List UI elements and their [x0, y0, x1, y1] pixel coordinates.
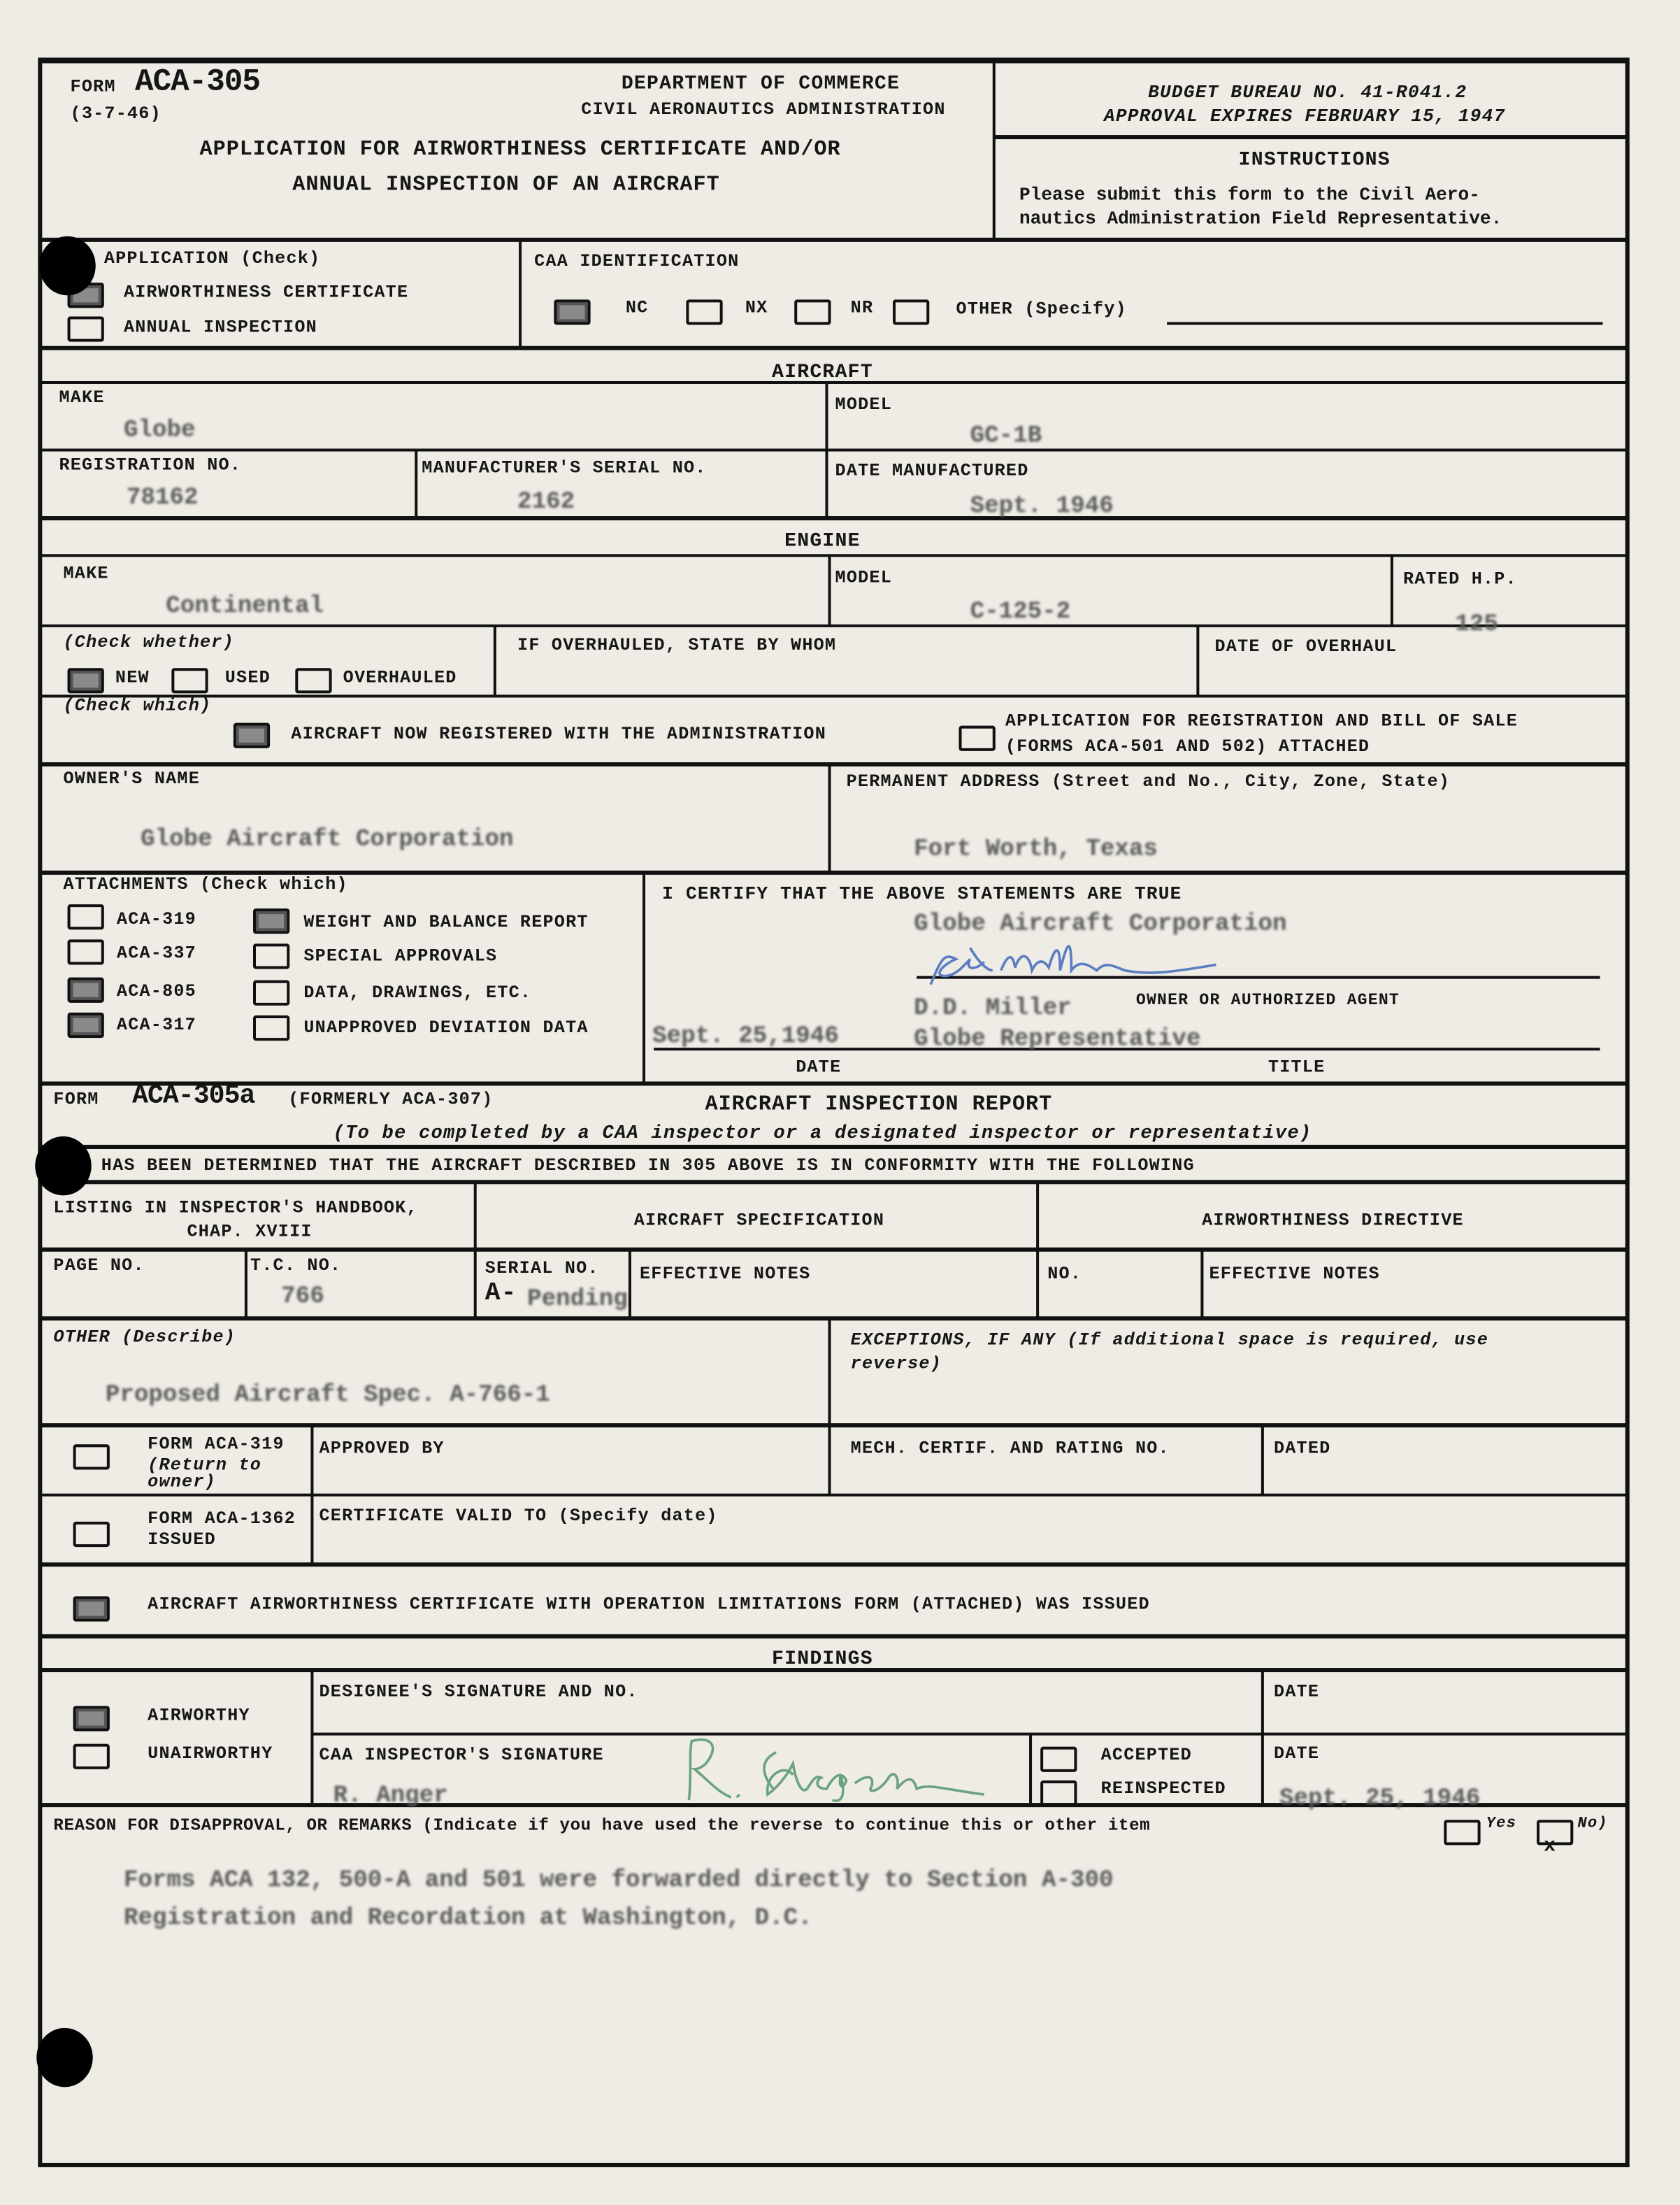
instructions-text: nautics Administration Field Representative.: [1019, 208, 1502, 229]
tc-value: 766: [281, 1284, 324, 1311]
findings-heading: FINDINGS: [772, 1648, 873, 1671]
aircraft-make-value: Globe: [123, 418, 196, 445]
serial-prefix: A-: [484, 1280, 517, 1308]
form-number: ACA-305a: [132, 1080, 255, 1111]
attachment-checkbox[interactable]: [253, 908, 289, 934]
field-label: OTHER (Describe): [53, 1327, 236, 1348]
remarks-label: [53, 1815, 1150, 1835]
attachment-checkbox[interactable]: [68, 904, 104, 929]
reverse-yes-checkbox[interactable]: [1444, 1820, 1480, 1845]
checkbox-label: NX: [745, 298, 768, 318]
field-label: TITLE: [1268, 1057, 1326, 1078]
field-label: MAKE: [59, 388, 105, 408]
field-label: DESIGNEE'S SIGNATURE AND NO.: [319, 1682, 638, 1702]
aircraft-registered-checkbox[interactable]: [234, 723, 270, 748]
field-label: (Check whether): [63, 632, 234, 653]
checkbox-label: owner): [148, 1472, 216, 1492]
field-label: LISTING IN INSPECTOR'S HANDBOOK,: [53, 1198, 418, 1218]
address-label: PERMANENT ADDRESS (Street and No., City, Zone, State): [846, 772, 1451, 792]
signer-name: D.D. Miller: [914, 995, 1072, 1022]
used-checkbox[interactable]: [171, 668, 208, 693]
checkbox-label: OTHER (Specify): [956, 299, 1127, 320]
unairworthy-checkbox[interactable]: [73, 1744, 110, 1769]
other-checkbox[interactable]: [893, 299, 929, 324]
checkbox-label: SPECIAL APPROVALS: [303, 946, 498, 966]
instructions-text: Please submit this form to the Civil Aero-: [1019, 184, 1480, 206]
form-date: (3-7-46): [70, 104, 161, 124]
checkbox-label: DATA, DRAWINGS, ETC.: [303, 983, 532, 1003]
agency: CIVIL AERONAUTICS ADMINISTRATION: [581, 99, 946, 120]
field-label: IF OVERHAULED, STATE BY WHOM: [517, 635, 837, 656]
field-label: CAA INSPECTOR'S SIGNATURE: [319, 1745, 604, 1765]
other-specify-field[interactable]: [1167, 322, 1602, 325]
checkbox-label: UNAIRWORTHY: [148, 1743, 273, 1764]
engine-make-value: Continental: [166, 593, 324, 620]
checkbox-label: FORM ACA-1362: [148, 1508, 296, 1529]
registration-value: 78162: [126, 485, 199, 513]
certify-company: Globe Aircraft Corporation: [914, 911, 1287, 939]
reinspected-checkbox[interactable]: [1040, 1781, 1077, 1806]
checkbox-label: ISSUED: [148, 1529, 216, 1550]
spec-serial-value: Pending: [527, 1287, 628, 1314]
field-label: EFFECTIVE NOTES: [640, 1264, 811, 1285]
inspector-signature: [675, 1733, 998, 1806]
field-label: NO.: [1047, 1264, 1082, 1285]
form-number: ACA-305: [135, 64, 260, 100]
field-label: MANUFACTURER'S SERIAL NO.: [422, 458, 707, 478]
application-label: APPLICATION (Check): [103, 248, 321, 269]
punch-hole: [39, 236, 95, 295]
form-label: FORM: [53, 1090, 99, 1110]
aircraft-heading: AIRCRAFT: [772, 361, 873, 385]
field-label: MECH. CERTIF. AND RATING NO.: [850, 1439, 1170, 1459]
accepted-checkbox[interactable]: [1040, 1747, 1077, 1772]
certify-title-value: Globe Representative: [914, 1027, 1201, 1054]
findings-date-value: Sept. 25, 1946: [1279, 1785, 1481, 1813]
attachment-checkbox[interactable]: [253, 943, 289, 969]
nc-checkbox[interactable]: [554, 299, 590, 324]
field-label: (Check which): [63, 696, 212, 716]
field-label: CHAP. XVIII: [187, 1222, 313, 1242]
inspector-name: R. Anger: [333, 1783, 448, 1811]
field-label: MODEL: [835, 568, 893, 588]
date-manufactured-value: Sept. 1946: [970, 493, 1114, 521]
form-title-line2: ANNUAL INSPECTION OF AN AIRCRAFT: [292, 173, 720, 197]
aca-1362-checkbox[interactable]: [73, 1522, 110, 1547]
checkbox-label: NEW: [115, 668, 150, 688]
field-label: RATED H.P.: [1402, 569, 1517, 590]
serial-value: 2162: [517, 489, 575, 517]
field-label: T.C. NO.: [250, 1255, 342, 1276]
field-label: AIRCRAFT SPECIFICATION: [633, 1211, 885, 1231]
attachment-checkbox[interactable]: [253, 1015, 289, 1041]
field-label: DATE: [796, 1057, 842, 1078]
attachment-checkbox[interactable]: [68, 1013, 104, 1038]
registration-application-checkbox[interactable]: [959, 726, 996, 751]
remarks-line: Registration and Recordation at Washington, D.C.: [123, 1905, 812, 1933]
airworthy-checkbox[interactable]: [73, 1706, 110, 1731]
checkbox-label: ACA-337: [116, 943, 196, 964]
owner-name-value: Globe Aircraft Corporation: [141, 827, 514, 854]
annual-inspection-checkbox[interactable]: [68, 316, 104, 341]
overhauled-checkbox[interactable]: [295, 668, 331, 693]
owner-address-value: Fort Worth, Texas: [914, 836, 1158, 864]
checkbox-label: OVERHAULED: [343, 668, 457, 688]
field-label: APPROVED BY: [319, 1439, 445, 1459]
punch-hole: [36, 2028, 92, 2087]
field-label: MODEL: [835, 395, 893, 415]
checkbox-label: NC: [625, 298, 649, 318]
checkbox-label: ACA-317: [116, 1015, 196, 1036]
field-label: DATE: [1273, 1682, 1320, 1702]
checkbox-label: ACCEPTED: [1100, 1745, 1192, 1765]
engine-model-value: C-125-2: [970, 599, 1071, 626]
field-label: EXCEPTIONS, IF ANY (If additional space is required, use: [850, 1330, 1488, 1350]
no-check-mark: x: [1544, 1835, 1557, 1858]
caa-identification-label: CAA IDENTIFICATION: [534, 251, 740, 272]
field-label: SERIAL NO.: [484, 1258, 599, 1278]
field-label: reverse): [850, 1354, 942, 1374]
checkbox-label: ACA-319: [116, 910, 196, 930]
punch-hole: [35, 1136, 91, 1195]
field-label: REGISTRATION NO.: [59, 455, 242, 476]
checkbox-label: (Return to: [148, 1455, 262, 1476]
checkbox-label: APPLICATION FOR REGISTRATION AND BILL OF SALE: [1005, 711, 1518, 732]
field-label: EFFECTIVE NOTES: [1209, 1264, 1380, 1285]
nr-checkbox[interactable]: [794, 299, 831, 324]
field-label: DATE OF OVERHAUL: [1214, 636, 1398, 657]
field-label: CERTIFICATE VALID TO (Specify date): [319, 1506, 718, 1526]
new-checkbox[interactable]: [68, 668, 104, 693]
checkbox-label: Yes: [1486, 1815, 1517, 1833]
form-title-line1: APPLICATION FOR AIRWORTHINESS CERTIFICATE AND/OR: [199, 138, 841, 162]
checkbox-label: AIRCRAFT AIRWORTHINESS CERTIFICATE WITH OPERATION LIMITATIONS FORM (ATTACHED) WAS ISSUED: [148, 1594, 1150, 1615]
checkbox-label: FORM ACA-319: [148, 1434, 285, 1455]
operation-limitations-checkbox[interactable]: [73, 1596, 110, 1621]
approval-expires: APPROVAL EXPIRES FEBRUARY 15, 1947: [1103, 105, 1506, 127]
field-label: OWNER OR AUTHORIZED AGENT: [1135, 991, 1400, 1010]
checkbox-label: (FORMS ACA-501 AND 502) ATTACHED: [1005, 736, 1370, 757]
remarks-label-text: REASON FOR DISAPPROVAL, OR REMARKS (Indicate if you have used the reverse to continue this or other item: [53, 1815, 1151, 1836]
aircraft-model-value: GC-1B: [970, 423, 1042, 450]
field-label: DATE MANUFACTURED: [835, 461, 1029, 481]
checkbox-label: ANNUAL INSPECTION: [123, 317, 317, 338]
conformity-statement: HAS BEEN DETERMINED THAT THE AIRCRAFT DESCRIBED IN 305 ABOVE IS IN CONFORMITY WITH THE FOLLOWING: [101, 1156, 1195, 1176]
inspection-report-title: AIRCRAFT INSPECTION REPORT: [705, 1092, 1053, 1117]
attachments-label: ATTACHMENTS (Check which): [63, 874, 348, 894]
engine-heading: ENGINE: [784, 530, 861, 553]
checkbox-label: UNAPPROVED DEVIATION DATA: [303, 1018, 589, 1039]
checkbox-label: AIRCRAFT NOW REGISTERED WITH THE ADMINISTRATION: [291, 724, 826, 744]
other-value: Proposed Aircraft Spec. A-766-1: [105, 1382, 550, 1410]
formerly-label: (FORMERLY ACA-307): [288, 1090, 494, 1110]
nx-checkbox[interactable]: [686, 299, 722, 324]
budget-bureau-no: BUDGET BUREAU NO. 41-R041.2: [1148, 81, 1467, 103]
form-label: FORM: [70, 77, 116, 97]
field-label: DATED: [1273, 1439, 1331, 1459]
checkbox-label: NR: [850, 298, 874, 318]
aca-319-checkbox[interactable]: [73, 1444, 110, 1469]
instructions-title: INSTRUCTIONS: [1238, 149, 1391, 172]
inspection-report-subtitle: (To be completed by a CAA inspector or a designated inspector or representative): [333, 1123, 1312, 1145]
department: DEPARTMENT OF COMMERCE: [621, 73, 900, 96]
attachment-checkbox[interactable]: [68, 978, 104, 1003]
checkbox-label: USED: [224, 668, 271, 688]
field-label: [847, 772, 1450, 792]
certify-statement: I CERTIFY THAT THE ABOVE STATEMENTS ARE TRUE: [662, 883, 1182, 905]
miller-signature: [914, 928, 1237, 999]
checkbox-label: AIRWORTHY: [148, 1706, 250, 1726]
attachment-checkbox[interactable]: [68, 939, 104, 964]
field-label: DATE: [1273, 1743, 1320, 1764]
field-label: PAGE NO.: [53, 1255, 145, 1276]
checkbox-label: AIRWORTHINESS CERTIFICATE: [123, 283, 409, 303]
field-label: AIRWORTHINESS DIRECTIVE: [1202, 1211, 1464, 1231]
field-label: MAKE: [63, 564, 109, 584]
checkbox-label: No): [1577, 1815, 1608, 1833]
attachment-checkbox[interactable]: [253, 980, 289, 1006]
checkbox-label: ACA-805: [116, 981, 196, 1001]
field-label: OWNER'S NAME: [63, 769, 201, 790]
rated-hp-value: 125: [1455, 611, 1498, 638]
checkbox-label: REINSPECTED: [1100, 1778, 1226, 1799]
certify-date-value: Sept. 25,1946: [652, 1024, 839, 1051]
checkbox-label: WEIGHT AND BALANCE REPORT: [303, 913, 589, 933]
remarks-line: Forms ACA 132, 500-A and 501 were forwarded directly to Section A-300: [123, 1867, 1114, 1894]
